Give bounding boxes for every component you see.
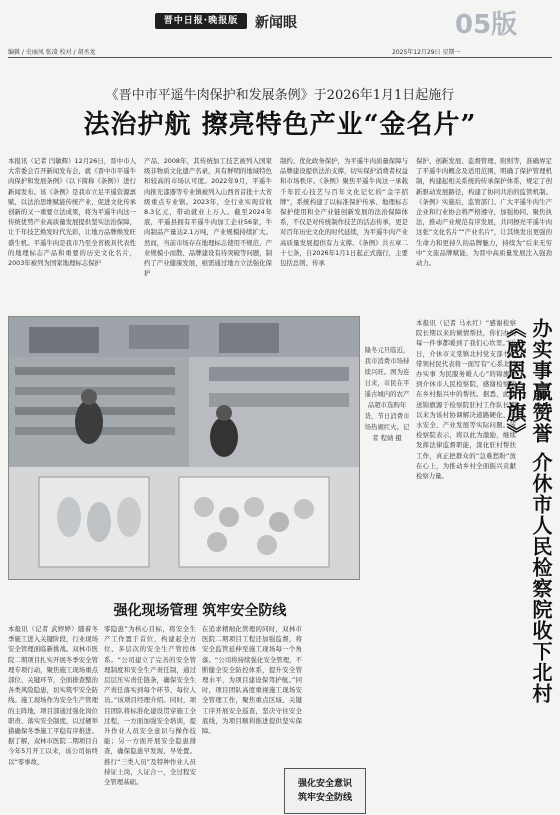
supermarket-scene-image [9, 317, 359, 579]
article1-column-2: 产品，2008年，其传统加工技艺被列入国家级非物质文化遗产名录，具有鲜明的地域特色和较高的市场认可度。2022年9月，平遥牛肉推光漆器等专业镇被列入山西省首批十大省级重点专业镇。2023年，全行业实现营收8.3亿元，带动就业上万人。截至2024年底，平遥县拥有平遥牛肉加工企业56家，牛肉制品产量达2.1万吨，产业规模持续扩大。然而，当前市场存在地理标志使用不规范、产业规模小而散、品牌建设有待突破等问题，制约了产业健康发展，亟需通过地方立法强化保护 [144, 157, 272, 278]
section-title: 新闻眼 [255, 15, 297, 31]
article1-headline: 法治护航 擦亮特色产业“金名片” [83, 110, 477, 140]
article3-body: 本报讯（记者 马永红）“感谢检察院长期以来的倾情帮扶，你们办的每一件事都暖到了我们心坎里。”近日，介休市义棠镇北村党支部书记带领村民代表将一面写有“心系北村办实事 为民服务暖人心”的锦旗送到介休市人民检察院，感谢检察院在乡村振兴中的帮扶。据悉，此次送锦旗源于检察院驻村工作队长期以来为该村协调解决道路硬化、饮水安全、产业发展等实际问题。该检察院表示，将以此为激励，继续发挥法律监督职能，深化驻村帮扶工作，真正把群众的“急难愁盼”放在心上，为推动乡村全面振兴贡献检察力量。 [416, 319, 516, 481]
issue-date: 2025年12月29日 星期一 [392, 49, 461, 56]
article1-column-3: 制约、优化政务保护，为平遥牛肉质量保障与品牌建设提供法治支撑，切实保护消费者权益和市场秩序。《条例》聚焦平遥牛肉这一承载千年匠心技艺与百年文化记忆的“金字招牌”，系统构建了以标准保护传承、地理标志保护使用和全产业链创新发展的法治保障体系，不仅是对传统制作技艺的活态传承，更是对百年历史文化的时代延续，为平遥牛肉产业高质量发展提供有力支撑。《条例》共五章二十七条，自2026年1月1日起正式施行，主要包括总则、传承 [280, 157, 408, 268]
masthead-text: 晋中日报·晚报版 [163, 16, 239, 26]
inset-line-1: 强化安全意识 [297, 779, 352, 789]
article1-subtitle: 《晋中市平遥牛肉保护和发展条例》于2026年1月1日起施行 [105, 88, 455, 103]
article2-column-1: 本报讯（记者 武婷婷）随着冬季施工进入关键阶段，行业现场安全管理面临新挑战。双林市医院二期项目扎实开展冬季安全管理专项行动，聚焦施工现场重点部位、关键环节，全面排查整治各类风险隐患，切实筑牢安全防线。施工现场作为安全生产管理的主阵地，项目部通过强化岗位职责、落实安全制度，以过硬举措确保冬季施工平稳有序推进。据了解，双林市医院二期项目自今年5月开工以来，该公司始终以“零事故、 [8, 625, 98, 766]
article2-headline: 强化现场管理 筑牢安全防线 [113, 603, 287, 619]
photo-caption: 隆冬元旦临近，我市消费市场持续兴旺。图为连日来，市民在平遥古城内的农产品超市选购年货，节日消费市场热闹红火。记者 程婧 摄 [364, 346, 410, 442]
article2-column-2: 零隐患”为核心目标，将安全生产工作置于首位，构建起全方位、多层次的安全生产管控体系。“公司建立了完善的安全管理制度和安全生产责任制，通过层层压实责任链条，确保安全生产责任落实到每个环节、每位人员。”该项目经理介绍。同时，项目团队将标准化建设贯穿施工全过程，一方面加强安全培训，提升作业人员安全意识与操作技能；另一方面开展安全隐患排查，确保隐患早发现、早处置。推行“三类人员”及特种作业人员持证上岗，人证合一，全过程安全管理基础。 [104, 625, 196, 787]
header-rule [8, 57, 552, 58]
article1-column-4: 保护、创新发展、监督管理、附则等，准确界定了平遥牛肉概念及适用范围，明确了保护管理机制，构建起相关系统的传承保护体系，规定了创新驱动发展路径，构建了协同共治的监管机制。《条例》实施后，监管部门、广大平遥牛肉生产企业和行业协会将严格遵守，加强协同、聚焦执法，推动产业规范有序发展，共同擦亮平遥牛肉这张“文化名片”“产业名片”，让其焕发出更强的生命力和更持久的品牌魅力，持续为“后来无穷中”文旅品牌赋能，为晋中高质量发展注入强劲动力。 [416, 157, 552, 268]
editor-credits: 编辑 / 史丽凤 张凌 校对 / 胡丞龙 [8, 49, 96, 56]
article1-column-1: 本报讯（记者 闫敏辉）12月26日，晋中市人大常委会召开新闻发布会，就《晋中市平遥牛肉保护和发展条例》（以下简称《条例》）进行新闻发布。该《条例》是我市立足平遥资源禀赋、以法治思维赋能传统产业、促进文化传承创新的又一重要立法成果，将为平遥牛肉这一传统优势产业高质量发展提供坚实法治保障，让千年技艺焕发时代光彩，让地方品牌焕发旺盛生机。平遥牛肉是我市乃至全省极具代表性的地理标志产品和重要的历史文化名片，2003年被列为国家地理标志保护 [8, 157, 136, 268]
market-photo [8, 316, 360, 580]
article2-column-3: 在追求精细化管理的同时，双林市医院二期项目工程还加强监督，将安全监管延伸至施工现场每一个角落。“公司将持续强化安全管理，不断健全安全防控体系，提升安全管理水平，为项目建设保驾护航。”同时，项目团队高度重视施工现场安全管理工作，聚焦重点区域、关键工序开展安全巡查，坚决守住安全底线，为项目顺利推进提供坚实保障。 [202, 625, 302, 736]
page-number: 05版 [455, 10, 518, 40]
inset-line-2: 筑牢安全防线 [297, 793, 352, 803]
newspaper-masthead [155, 13, 247, 29]
article3-headline: 办实事赢赞誉 介休市人民检察院收下北村《感恩锦旗》 [503, 318, 553, 704]
